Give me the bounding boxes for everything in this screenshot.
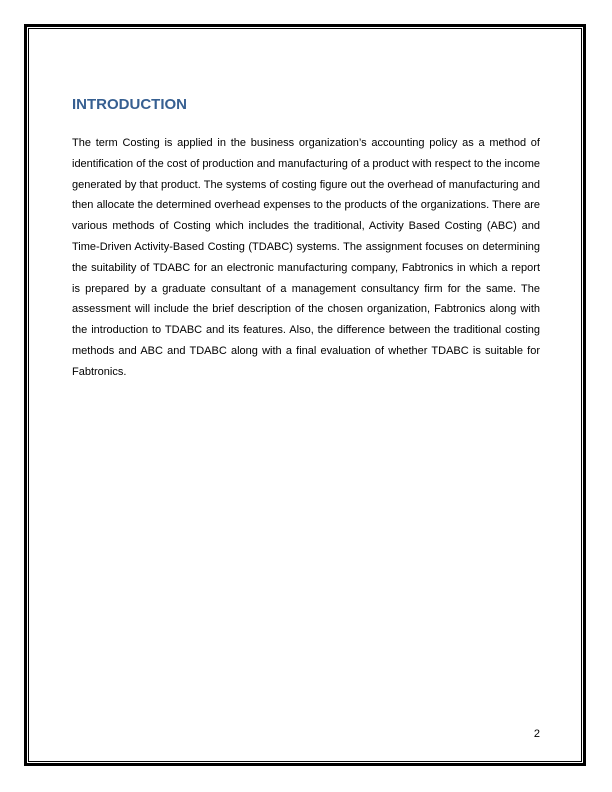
page-content [72, 94, 540, 383]
introduction-paragraph: The term Costing is applied in the business organization’s accounting policy as a method of identification of the cost of production and manufacturing of a product with respect to the income generated by that product. The systems of costing figure out the overhead of manufacturing and then allocate the determined overhead expenses to the products of the organizations. There are various methods of Costing which includes the traditional, Activity Based Costing (ABC) and Time-Driven Activity-Based Costing (TDABC) systems. The assignment focuses on determining the suitability of TDABC for an electronic manufacturing company, Fabtronics in which a report is prepared by a graduate consultant of a management consultancy firm for the same. The assessment will include the brief description of the chosen organization, Fabtronics along with the introduction to TDABC and its features. Also, the difference between the traditional costing methods and ABC and TDABC along with a final evaluation of whether TDABC is suitable for Fabtronics. [72, 137, 540, 378]
page-number: 2 [533, 728, 540, 740]
section-heading: INTRODUCTION [72, 96, 187, 113]
